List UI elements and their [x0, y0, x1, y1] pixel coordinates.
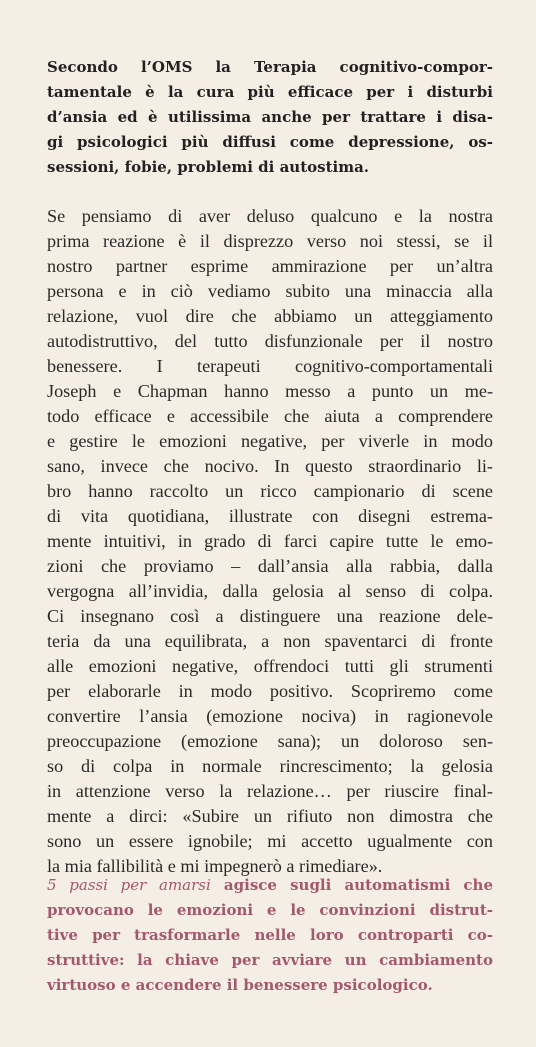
intro-line: tamentale è la cura più efficace per i disturbi	[47, 83, 493, 101]
body-line: so di colpa in normale rincrescimento; la gelosia	[47, 756, 493, 776]
body-line: autodistruttivo, del tutto disfunzionale per il nostro	[47, 331, 493, 351]
body-line: la mia fallibilità e mi impegnerò a rimediare».	[47, 856, 383, 876]
body-line: relazione, vuol dire che abbiamo un atteggiamento	[47, 306, 493, 326]
body-line: Ci insegnano così a distinguere una reazione dele-	[47, 606, 493, 626]
closing-line: struttive: la chiave per avviare un cambiamento	[47, 951, 493, 969]
body-line: prima reazione è il disprezzo verso noi stessi, se il	[47, 231, 493, 251]
body-line: nostro partner esprime ammirazione per un’altra	[47, 256, 493, 276]
body-line: bro hanno raccolto un ricco campionario di scene	[47, 481, 493, 501]
body-line: per elaborarle in modo positivo. Scopriremo come	[47, 681, 493, 701]
body-line: Se pensiamo di aver deluso qualcuno e la nostra	[47, 206, 493, 226]
intro-line: gi psicologici più diffusi come depressione, os-	[47, 133, 493, 151]
body-line: convertire l’ansia (emozione nociva) in ragionevole	[47, 706, 493, 726]
intro-line: d’ansia ed è utilissima anche per trattare i disa-	[47, 108, 493, 126]
body-line: alle emozioni negative, offrendoci tutti gli strumenti	[47, 656, 493, 676]
closing-line: tive per trasformarle nelle loro controparti co-	[47, 926, 493, 944]
body-line: benessere. I terapeuti cognitivo-comportamentali	[47, 356, 493, 376]
intro-line: Secondo l’OMS la Terapia cognitivo-compor-	[47, 58, 493, 76]
body-line: mente intuitivi, in grado di farci capire tutte le emo-	[47, 531, 493, 551]
body-line: sano, invece che nocivo. In questo straordinario li-	[47, 456, 493, 476]
body-line: persona e in ciò vediamo subito una minaccia alla	[47, 281, 493, 301]
intro-line: sessioni, fobie, problemi di autostima.	[47, 158, 370, 176]
body-line: di vita quotidiana, illustrate con disegni estrema-	[47, 506, 493, 526]
body-line: Joseph e Chapman hanno messo a punto un me-	[47, 381, 493, 401]
body-line: teria da una equilibrata, a non spaventarci di fronte	[47, 631, 493, 651]
book-title: 5 passi per amarsi	[47, 876, 211, 894]
body-line: mente a dirci: «Subire un rifiuto non dimostra che	[47, 806, 493, 826]
closing-line	[47, 873, 493, 898]
closing-line: provocano le emozioni e le convinzioni distrut-	[47, 901, 493, 919]
closing-line-rest: agisce sugli automatismi che	[210, 876, 493, 894]
body-line: vergogna all’invidia, dalla gelosia al senso di colpa.	[47, 581, 493, 601]
body-line: in attenzione verso la relazione… per riuscire final-	[47, 781, 493, 801]
closing-line: virtuoso e accendere il benessere psicologico.	[47, 976, 433, 994]
body-line: sono un essere ignobile; mi accetto ugualmente con	[47, 831, 493, 851]
body-line: e gestire le emozioni negative, per viverle in modo	[47, 431, 493, 451]
body-line: preoccupazione (emozione sana); un doloroso sen-	[47, 731, 493, 751]
body-line: todo efficace e accessibile che aiuta a comprendere	[47, 406, 493, 426]
body-line: zioni che proviamo – dall’ansia alla rabbia, dalla	[47, 556, 493, 576]
